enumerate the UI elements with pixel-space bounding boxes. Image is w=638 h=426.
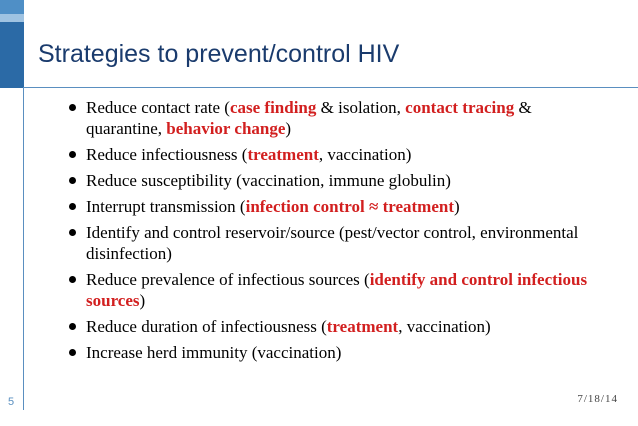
bullet-text: Reduce prevalence of infectious sources ( (86, 270, 370, 289)
bullet-item (68, 316, 608, 337)
title-divider (23, 87, 638, 88)
highlighted-text: treatment (247, 145, 319, 164)
accent-segment-dark (0, 22, 24, 88)
bullet-dot-icon (69, 104, 76, 111)
highlighted-text: contact tracing (405, 98, 515, 117)
accent-segment-top (0, 0, 24, 14)
bullet-item (68, 342, 608, 363)
bullet-text: Reduce contact rate ( (86, 98, 230, 117)
highlighted-text: behavior change (166, 119, 286, 138)
bullet-dot-icon (69, 276, 76, 283)
left-divider (23, 88, 24, 410)
bullet-text: ) (454, 197, 460, 216)
bullet-text: Reduce infectiousness ( (86, 145, 248, 164)
bullet-text: ) (139, 291, 146, 310)
bullet-item (68, 196, 608, 217)
bullet-dot-icon (69, 151, 76, 158)
bullet-dot-icon (69, 203, 76, 210)
bullet-item (68, 97, 608, 139)
bullet-dot-icon (69, 323, 76, 330)
bullet-text: Increase herd immunity (vaccination) (86, 343, 342, 362)
bullet-item (68, 269, 608, 311)
bullet-item (68, 144, 608, 165)
bullet-text: & quarantine, (86, 98, 532, 138)
accent-segment-light (0, 14, 24, 22)
highlighted-text: treatment (326, 317, 399, 336)
highlighted-text: identify and control infectious sources (86, 270, 588, 310)
bullet-dot-icon (69, 177, 76, 184)
bullet-dot-icon (69, 349, 76, 356)
bullet-text: , vaccination) (398, 317, 491, 336)
slide-number: 5 (8, 396, 15, 408)
slide-date: 7/18/14 (577, 393, 618, 405)
bullet-text: ) (285, 119, 292, 138)
left-accent-bar (0, 0, 24, 426)
bullet-item (68, 170, 608, 191)
bullet-item (68, 222, 608, 264)
bullet-dot-icon (69, 229, 76, 236)
bullet-text: Interrupt transmission ( (86, 197, 246, 216)
bullet-text: & isolation, (316, 98, 406, 117)
highlighted-text: case finding (229, 98, 317, 117)
bullet-text: , vaccination) (318, 145, 412, 164)
highlighted-text: infection control ≈ treatment (245, 197, 454, 216)
accent-segment-white (0, 88, 24, 426)
bullet-text: Reduce duration of infectiousness ( (86, 317, 327, 336)
bullet-text: Reduce susceptibility (vaccination, immune globulin) (86, 171, 451, 190)
bullet-text: Identify and control reservoir/source (pest/vector control, environmental disinfection) (86, 223, 579, 263)
slide-title: Strategies to prevent/control HIV (38, 40, 400, 68)
bullet-list (68, 97, 608, 368)
